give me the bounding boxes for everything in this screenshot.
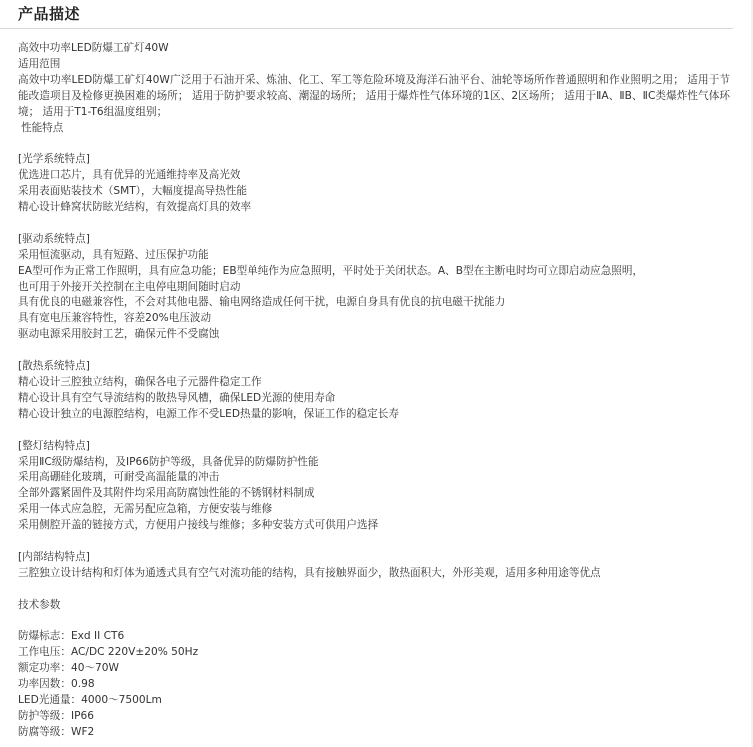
list-item: 三腔独立设计结构和灯体为通透式具有空气对流功能的结构，具有接触界面少，散热面积大，外形美观，适用多种用途等优点 <box>18 566 601 579</box>
spec-row: LED光通量：4000～7500Lm <box>18 694 162 707</box>
section-heading: [内部结构特点] <box>18 550 90 563</box>
spec-row: 额定功率：40～70W <box>18 662 119 675</box>
list-item: 采用高硼硅化玻璃，可耐受高温能量的冲击 <box>18 471 220 484</box>
section-header <box>0 0 733 29</box>
list-item: 精心设计三腔独立结构，确保各电子元器件稳定工作 <box>18 375 262 388</box>
list-item: 具有优良的电磁兼容性，不会对其他电器、输电网络造成任何干扰，电源自身具有优良的抗电磁干扰能力 <box>18 296 506 309</box>
list-item: 采用ⅡC级防爆结构，及IP66防护等级，具备优异的防爆防护性能 <box>18 455 319 468</box>
spec-row: 功率因数：0.98 <box>18 678 95 691</box>
list-item: 采用侧腔开盖的链接方式，方便用户接线与维修；多种安装方式可供用户选择 <box>18 519 379 532</box>
list-item: 精心设计具有空气导流结构的散热导风槽，确保LED光源的使用寿命 <box>18 391 336 404</box>
list-item: 精心设计独立的电源腔结构，电源工作不受LED热量的影响，保证工作的稳定长寿 <box>18 407 399 420</box>
list-item: 采用恒流驱动，具有短路、过压保护功能 <box>18 248 209 261</box>
section-heading: [散热系统特点] <box>18 360 90 373</box>
list-item: 精心设计蜂窝状防眩光结构，有效提高灯具的效率 <box>18 201 252 214</box>
spec-row: 防爆标志：Exd II CT6 <box>18 630 125 643</box>
specs-list <box>18 629 730 740</box>
section-heading: [整灯结构特点] <box>18 439 90 452</box>
list-item: 全部外露紧固件及其附件均采用高防腐蚀性能的不锈钢材料制成 <box>18 487 315 500</box>
spec-row: 防腐等级：WF2 <box>18 725 95 738</box>
features-heading: 性能特点 <box>21 121 64 134</box>
page-title: 产品描述 <box>18 5 81 23</box>
product-description <box>18 41 730 741</box>
product-name: 高效中功率LED防爆工矿灯40W <box>18 42 169 54</box>
list-item: 采用一体式应急腔，无需另配应急箱，方便安装与维修 <box>18 503 273 516</box>
section-heading: [驱动系统特点] <box>18 232 90 245</box>
list-item: 驱动电源采用胶封工艺，确保元件不受腐蚀 <box>18 328 220 341</box>
usage-heading: 适用范围 <box>18 57 61 70</box>
internal-section <box>18 550 730 582</box>
list-item: 也可用于外接开关控制在主电停电期间随时启动 <box>18 280 241 293</box>
usage-text: 高效中功率LED防爆工矿灯40W广泛用于石油开采、炼油、化工、军工等危险环境及海洋石油平台、油轮等场所作普通照明和作业照明之用； 适用于节能改造项目及检修更换困难的场所； 适用于防护要求较高、潮湿的场所； 适用于爆炸性气体环境的1区、2区场所； 适用于ⅡA、ⅡB、ⅡC类爆炸性气体环境； 适用于T1-T6组温度组别； <box>18 73 730 118</box>
spec-row: 防护等级：IP66 <box>18 709 94 722</box>
thermal-section <box>18 359 730 423</box>
optical-section <box>18 152 730 216</box>
section-heading: [光学系统特点] <box>18 153 90 166</box>
driver-section <box>18 232 730 343</box>
specs-heading: 技术参数 <box>18 598 61 611</box>
list-item: 采用表面贴装技术（SMT），大幅度提高导热性能 <box>18 185 247 198</box>
spec-row: 工作电压：AC/DC 220V±20% 50Hz <box>18 646 199 659</box>
list-item: 具有宽电压兼容特性，容差20%电压波动 <box>18 312 212 325</box>
list-item: EA型可作为正常工作照明，具有应急功能；EB型单纯作为应急照明，平时处于关闭状态。A、B型在主断电时均可立即启动应急照明， <box>18 264 644 277</box>
list-item: 优选进口芯片，具有优异的光通维持率及高光效 <box>18 169 241 182</box>
structure-section <box>18 439 730 534</box>
